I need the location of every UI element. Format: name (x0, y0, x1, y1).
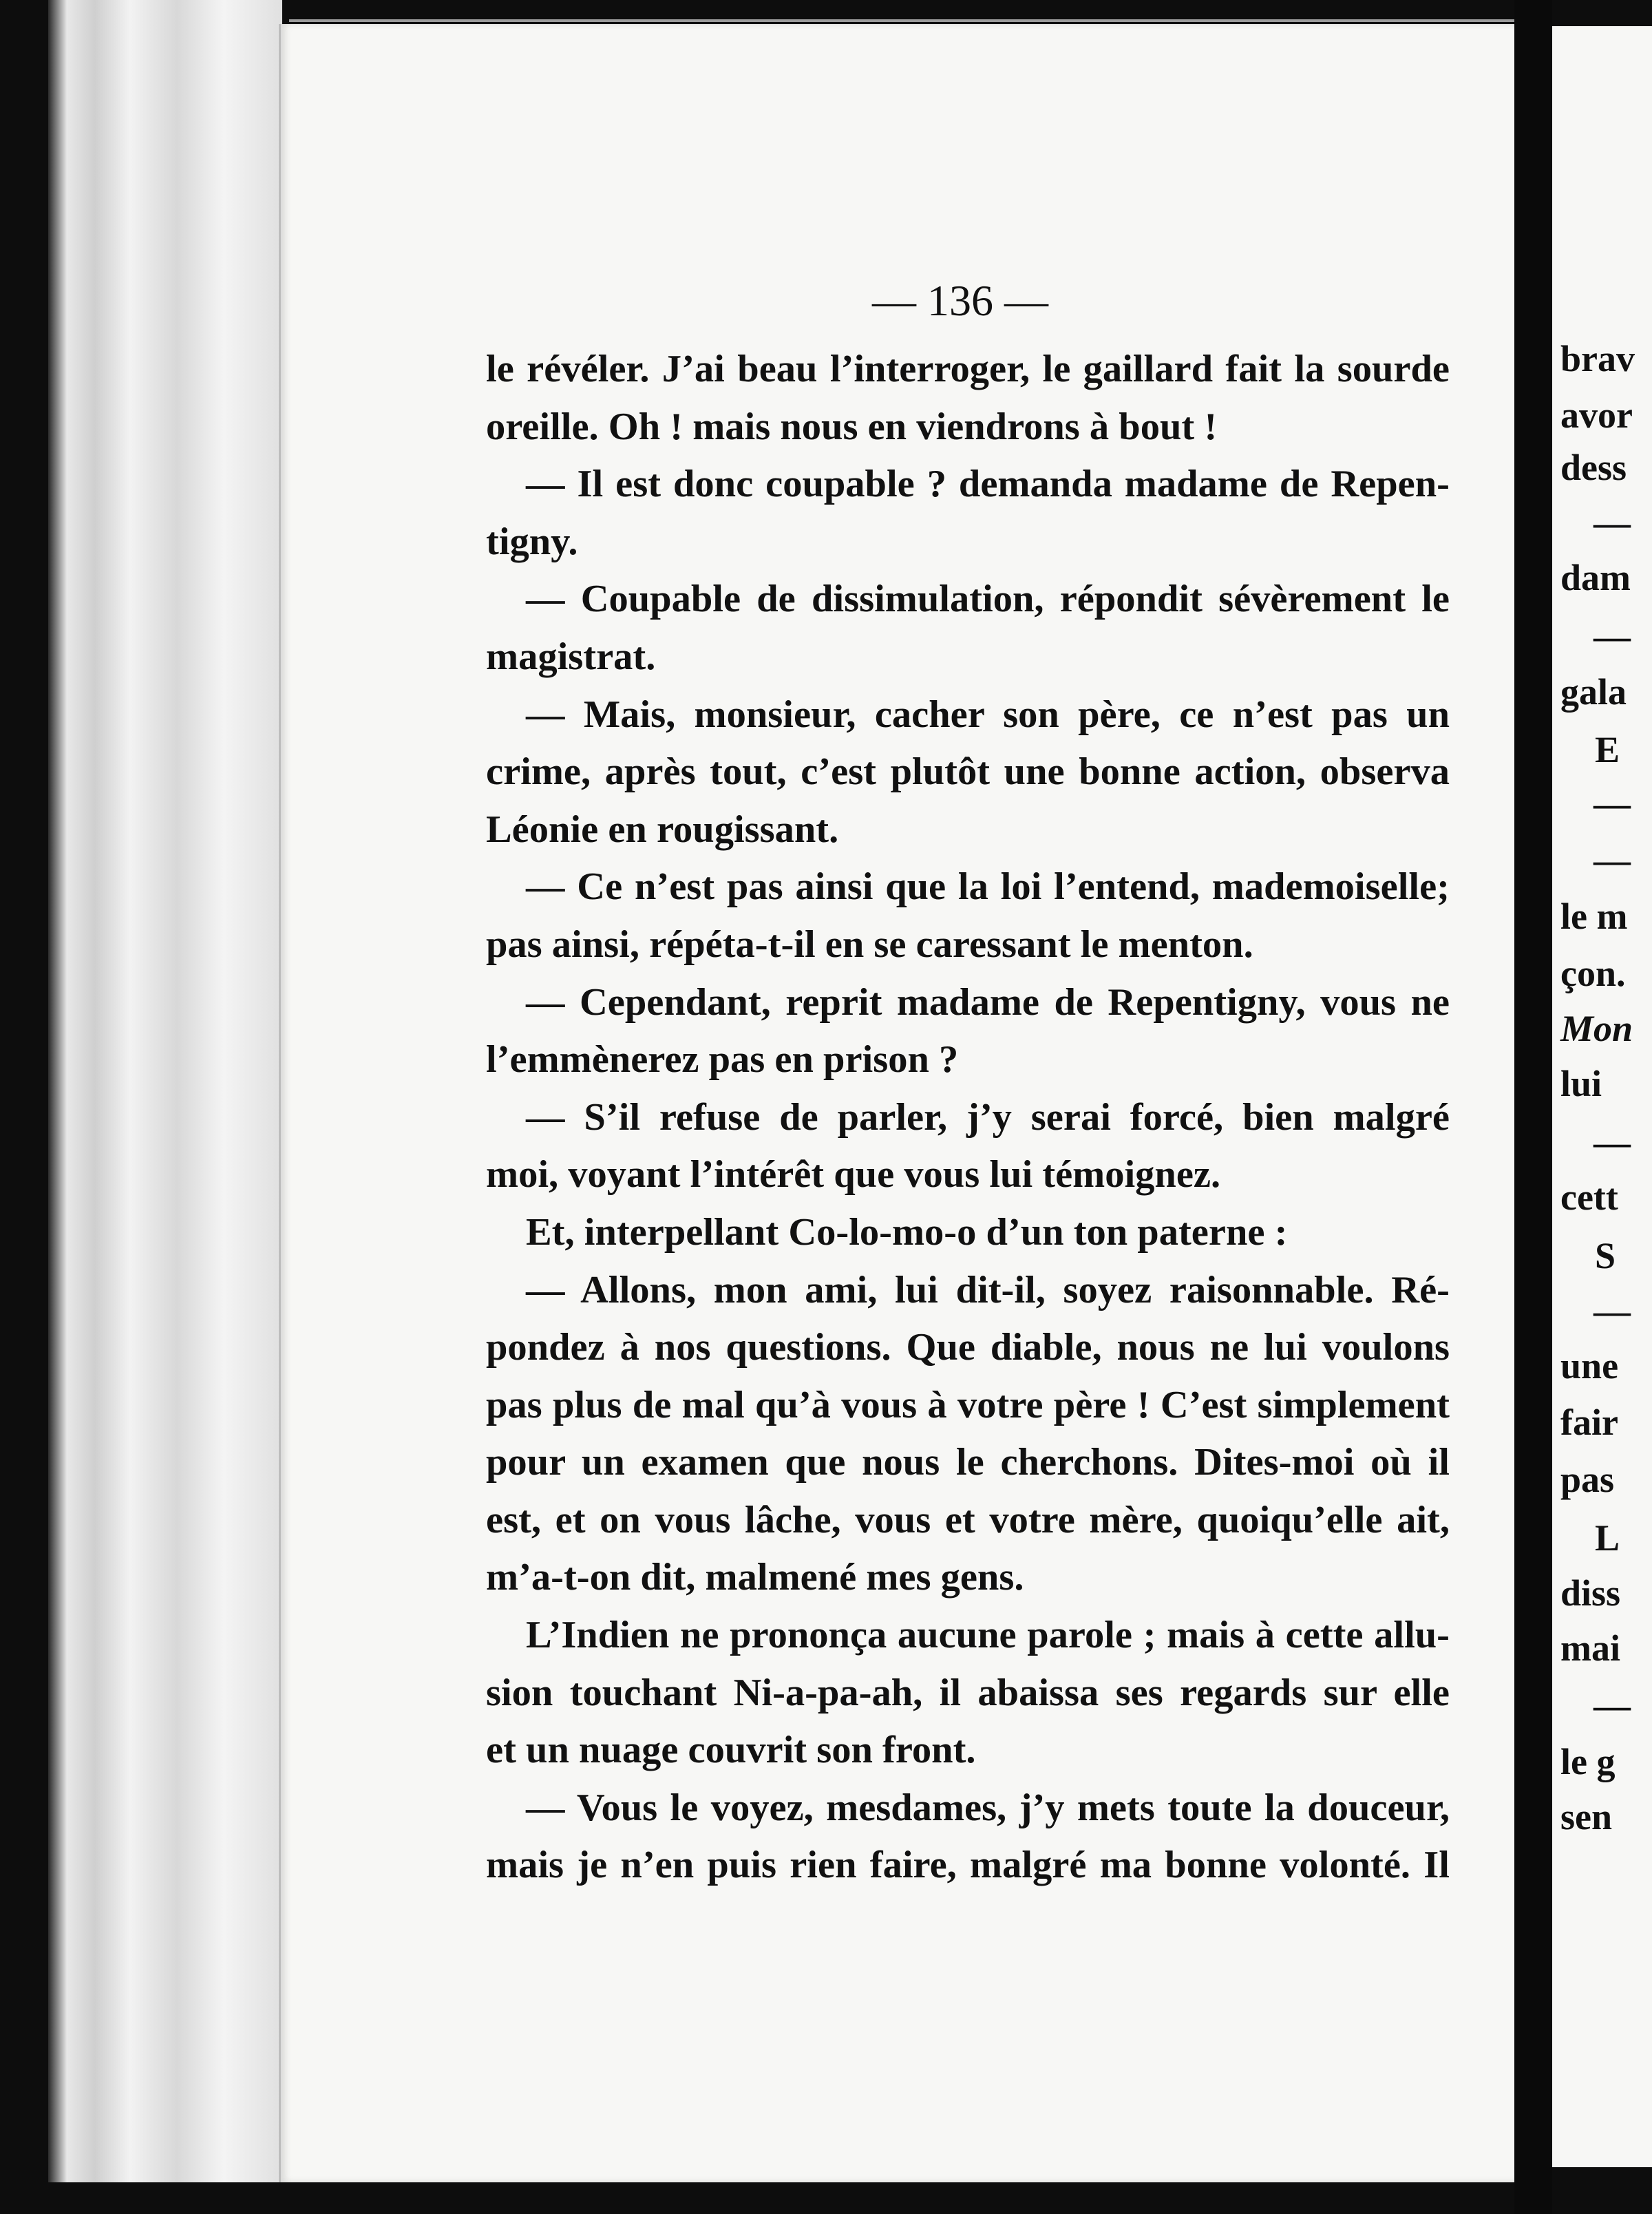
right-fragment: — (1593, 839, 1631, 881)
right-fragment: avor (1560, 394, 1633, 436)
text-line: sion touchant Ni-a-pa-ah, il abaissa ses regards sur elle (486, 1671, 1450, 1714)
right-fragment: brav (1560, 338, 1635, 379)
text-line: — Allons, mon ami, lui dit-il, soyez raisonnable. Ré- (526, 1268, 1450, 1311)
right-fragment: diss (1560, 1572, 1621, 1614)
binding-gap (1514, 0, 1552, 2214)
right-fragment: une (1560, 1345, 1619, 1387)
text-line: — S’il refuse de parler, j’y serai forcé, bien malgré (526, 1095, 1450, 1139)
right-fragment: le g (1560, 1741, 1616, 1782)
text-line: — Mais, monsieur, cacher son père, ce n’est pas un (526, 693, 1450, 736)
right-fragment: fair (1560, 1402, 1618, 1443)
text-line: — Il est donc coupable ? demanda madame de Repen- (526, 463, 1450, 506)
page-body-text (486, 341, 1450, 1895)
right-fragment: — (1593, 1121, 1631, 1163)
text-line: mais je n’en puis rien faire, malgré ma bonne volonté. Il (486, 1844, 1450, 1887)
text-line: L’Indien ne prononça aucune parole ; mais à cette allu- (526, 1614, 1450, 1657)
page-top-edge (289, 19, 1514, 22)
right-fragment: — (1593, 1685, 1631, 1726)
text-line: magistrat. (486, 635, 656, 678)
right-fragment: — (1593, 1290, 1631, 1331)
right-fragment: lui (1560, 1063, 1602, 1104)
right-fragment: — (1593, 502, 1631, 543)
right-fragment: — (1593, 783, 1631, 824)
text-line: tigny. (486, 520, 578, 563)
right-fragment: le m (1560, 896, 1628, 937)
right-fragment: pas (1560, 1459, 1615, 1500)
text-line: pas ainsi, répéta-t-il en se caressant le menton. (486, 922, 1253, 966)
text-line: pour un examen que nous le cherchons. Dites-moi où il (486, 1441, 1450, 1484)
right-fragment: çon. (1560, 953, 1626, 994)
right-fragment: dam (1560, 557, 1631, 598)
text-line: pas plus de mal qu’à vous à votre père ! C’est simplement (486, 1383, 1450, 1426)
text-line: moi, voyant l’intérêt que vous lui témoignez. (486, 1153, 1221, 1196)
right-fragment: E (1595, 729, 1620, 770)
text-line: et un nuage couvrit son front. (486, 1729, 976, 1772)
right-fragment: mai (1560, 1627, 1620, 1669)
right-fragment: gala (1560, 671, 1627, 713)
right-fragment: — (1593, 615, 1631, 657)
text-line: — Vous le voyez, mesdames, j’y mets toute la douceur, (526, 1786, 1450, 1829)
text-line: — Ce n’est pas ainsi que la loi l’entend, mademoiselle; (526, 865, 1450, 909)
right-fragment: Mon (1560, 1008, 1633, 1049)
text-line: l’emmènerez pas en prison ? (486, 1038, 959, 1082)
text-line: — Coupable de dissimulation, répondit sévèrement le (526, 578, 1450, 621)
text-line: Léonie en rougissant. (486, 808, 839, 851)
right-fragment: S (1595, 1235, 1616, 1276)
right-fragment: L (1595, 1517, 1620, 1559)
right-fragment: dess (1560, 447, 1627, 488)
text-line: Et, interpellant Co-lo-mo-o d’un ton paterne : (526, 1210, 1288, 1254)
right-fragment: sen (1560, 1796, 1613, 1837)
page-stack-edge (48, 0, 282, 2182)
text-line: le révéler. J’ai beau l’interroger, le gaillard fait la sourde (486, 348, 1450, 390)
page-number: — 136 — (872, 276, 1048, 325)
text-line: est, et on vous lâche, vous et votre mère, quoiqu’elle ait, (486, 1498, 1450, 1541)
right-fragment: cett (1560, 1177, 1618, 1218)
text-line: pondez à nos questions. Que diable, nous ne lui voulons (486, 1326, 1450, 1369)
right-page-fragment (1552, 26, 1652, 2167)
text-line: m’a-t-on dit, malmené mes gens. (486, 1556, 1024, 1599)
text-line: crime, après tout, c’est plutôt une bonne action, observa (486, 750, 1450, 794)
text-line: oreille. Oh ! mais nous en viendrons à bout ! (486, 405, 1218, 448)
text-line: — Cependant, reprit madame de Repentigny, vous ne (526, 980, 1450, 1024)
